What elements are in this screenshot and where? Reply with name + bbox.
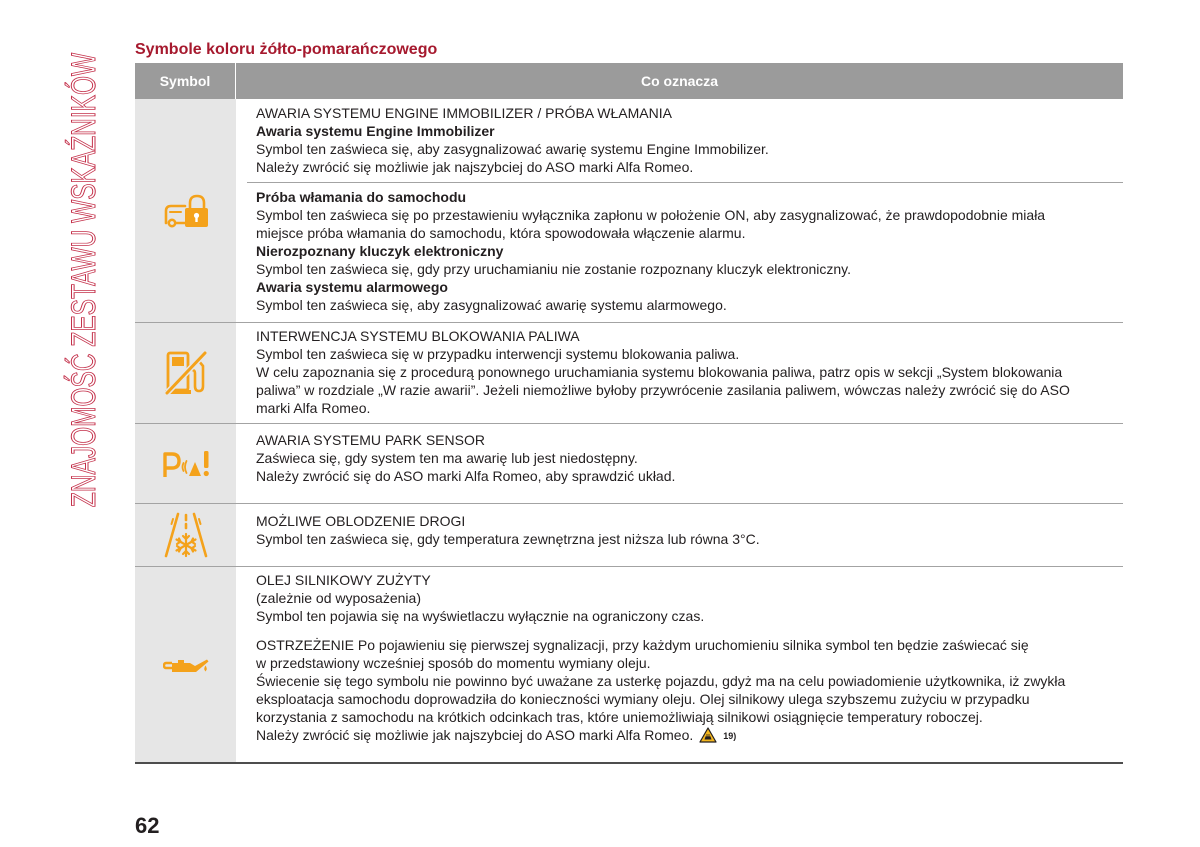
- table-header: [135, 63, 1123, 99]
- column-header-meaning: Co oznacza: [640, 73, 718, 89]
- description-line: Symbol ten zaświeca się, gdy temperatura zewnętrzna jest niższa lub równa 3°C.: [256, 531, 760, 547]
- footnote-reference: 19): [723, 731, 737, 741]
- entry-subheading: Nierozpoznany kluczyk elektroniczny: [256, 243, 504, 259]
- description-line: Zaświeca się, gdy system ten ma awarię lub jest niedostępny.: [256, 450, 638, 466]
- description-line: Świecenie się tego symbolu nie powinno być uważane za usterkę pojazdu, gdyż ma na celu powiadomienie użytkownika, iż zwykła: [256, 673, 1066, 689]
- description-line: w przedstawiony wcześniej sposób do momentu wymiany oleju.: [256, 655, 651, 671]
- description-line: (zależnie od wyposażenia): [256, 590, 421, 606]
- description-line: paliwa” w rozdziale „W razie awarii”. Jeżeli niemożliwe byłoby przywrócenie zasilania paliwem, wówczas należy zwrócić się do ASO: [256, 382, 1070, 398]
- warning-symbols-table: [135, 63, 1123, 764]
- description-line: korzystania z samochodu na krótkich odcinkach tras, które uniemożliwiają silnikowi osiągnięcie temperatury roboczej.: [256, 709, 983, 725]
- description-line: Symbol ten zaświeca się, aby zasygnalizować awarię systemu Engine Immobilizer.: [256, 141, 769, 157]
- warning-triangle-icon: [699, 727, 717, 743]
- description-cell: [236, 99, 1123, 322]
- park-sensor-failure-icon: [161, 449, 211, 479]
- description-cell: [236, 567, 1123, 762]
- entry-title: AWARIA SYSTEMU ENGINE IMMOBILIZER / PRÓBA WŁAMANIA: [256, 105, 672, 121]
- column-header-symbol: Symbol: [135, 63, 236, 99]
- icy-road-icon: [163, 512, 209, 558]
- symbol-cell: [135, 567, 236, 762]
- description-line: W celu zapoznania się z procedurą ponownego uruchamiania systemu blokowania paliwa, patrz opis w sekcji „System blokowania: [256, 364, 1063, 380]
- symbol-cell: [135, 99, 236, 322]
- description-line: Należy zwrócić się możliwie jak najszybciej do ASO marki Alfa Romeo.: [256, 159, 694, 175]
- table-row-fuel-cutoff: [135, 322, 1123, 423]
- entry-subheading: Awaria systemu Engine Immobilizer: [256, 123, 495, 139]
- section-divider: [247, 182, 1123, 183]
- description-line: Należy zwrócić się do ASO marki Alfa Romeo, aby sprawdzić układ.: [256, 468, 676, 484]
- entry-title: INTERWENCJA SYSTEMU BLOKOWANIA PALIWA: [256, 328, 580, 344]
- description-cell: [236, 504, 1123, 566]
- description-text: Należy zwrócić się możliwie jak najszybciej do ASO marki Alfa Romeo.: [256, 727, 694, 743]
- description-line-with-reference: [256, 726, 1123, 744]
- description-line: Symbol ten zaświeca się, gdy przy uruchamianiu nie zostanie rozpoznany kluczyk elektroniczny.: [256, 261, 852, 277]
- section-heading: Symbole koloru żółto-pomarańczowego: [135, 41, 438, 58]
- entry-subheading: Awaria systemu alarmowego: [256, 279, 448, 295]
- symbol-cell: [135, 504, 236, 566]
- description-line: Symbol ten zaświeca się, aby zasygnalizować awarię systemu alarmowego.: [256, 297, 727, 313]
- page-number: 62: [135, 813, 160, 838]
- oil-can-icon: [163, 655, 209, 675]
- description-cell: [236, 323, 1123, 423]
- fuel-cutoff-icon: [164, 350, 208, 396]
- symbol-cell: [135, 323, 236, 423]
- table-row-engine-oil: [135, 566, 1123, 762]
- description-line: Symbol ten zaświeca się w przypadku interwencji systemu blokowania paliwa.: [256, 346, 740, 362]
- table-row-park-sensor: [135, 423, 1123, 503]
- description-line: Symbol ten zaświeca się po przestawieniu wyłącznika zapłonu w położenie ON, aby zasygnalizować, że prawdopodobnie miała: [256, 207, 1046, 223]
- entry-title: MOŻLIWE OBLODZENIE DROGI: [256, 513, 466, 529]
- table-row-immobilizer: [135, 99, 1123, 322]
- entry-title: OLEJ SILNIKOWY ZUŻYTY: [256, 572, 431, 588]
- description-cell: [236, 424, 1123, 503]
- entry-subheading: Próba włamania do samochodu: [256, 189, 467, 205]
- chapter-side-label: ZNAJOMOŚĆ ZESTAWU WSKAŹNIKÓW: [65, 52, 103, 508]
- car-padlock-icon: [163, 193, 209, 229]
- description-line: marki Alfa Romeo.: [256, 400, 371, 416]
- entry-title: AWARIA SYSTEMU PARK SENSOR: [256, 432, 485, 448]
- description-line: Symbol ten pojawia się na wyświetlaczu wyłącznie na ograniczony czas.: [256, 608, 705, 624]
- warning-line: OSTRZEŻENIE Po pojawieniu się pierwszej sygnalizacji, przy każdym uruchomieniu silnika symbol ten będzie zaświecać się: [256, 637, 1029, 653]
- table-row-icy-road: [135, 503, 1123, 566]
- table-bottom-rule: [135, 762, 1123, 764]
- paragraph-gap: [256, 625, 1123, 636]
- symbol-cell: [135, 424, 236, 503]
- description-line: eksploatacja samochodu doprowadziła do konieczności wymiany oleju. Olej silnikowy ulega szybszemu zużyciu w przypadku: [256, 691, 1030, 707]
- description-line: miejsce próba włamania do samochodu, która spowodowała włączenie alarmu.: [256, 225, 746, 241]
